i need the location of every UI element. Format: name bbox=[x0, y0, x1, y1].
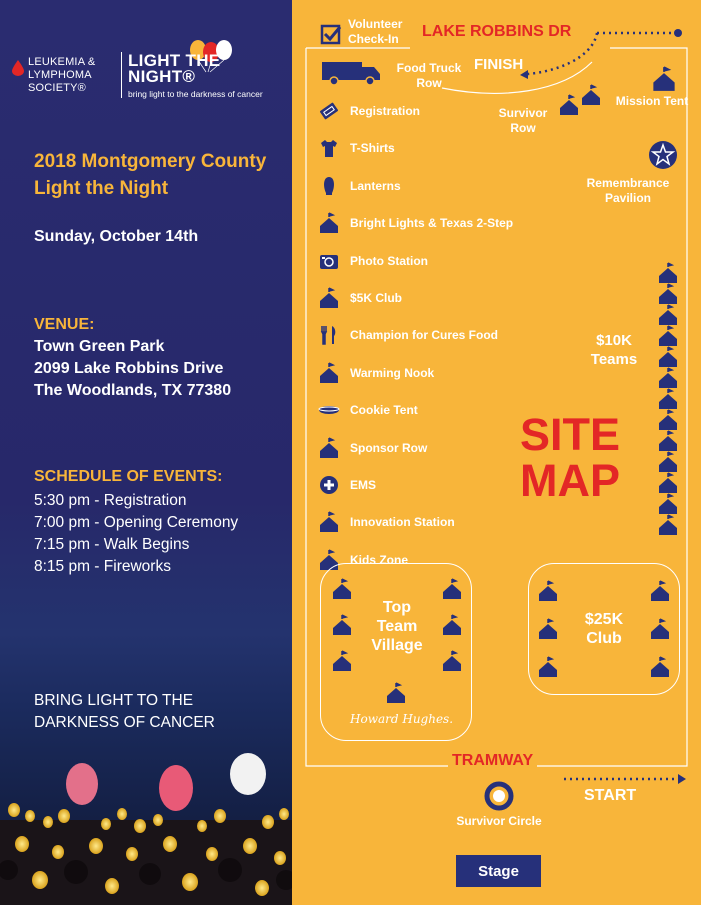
legend-item-label: Registration bbox=[350, 104, 421, 118]
tent-icon bbox=[318, 362, 340, 384]
legend-item bbox=[318, 324, 498, 346]
lantern-icon bbox=[318, 175, 340, 197]
legend-item-label: Innovation Station bbox=[350, 515, 455, 530]
tent-icon bbox=[652, 66, 676, 92]
tent-icon bbox=[318, 287, 340, 309]
tent-icon bbox=[658, 451, 678, 473]
program-name: LIGHT THE NIGHT® bbox=[128, 51, 221, 86]
tramway-label: TRAMWAY bbox=[448, 752, 537, 770]
medical-cross-icon bbox=[318, 474, 340, 496]
tent-icon bbox=[332, 614, 352, 636]
tent-icon bbox=[650, 580, 670, 602]
tent-icon bbox=[658, 472, 678, 494]
food-truck-label: Food Truck Row bbox=[396, 61, 462, 90]
survivor-circle-label: Survivor Circle bbox=[456, 814, 542, 828]
legend-item-label: $5K Club bbox=[350, 291, 403, 305]
lls-name: LEUKEMIA & LYMPHOMA SOCIETY® bbox=[28, 56, 96, 94]
venue-street: 2099 Lake Robbins Drive bbox=[34, 360, 224, 377]
tent-icon bbox=[442, 650, 462, 672]
star-icon bbox=[648, 140, 678, 170]
cookie-icon bbox=[318, 399, 340, 421]
tent-icon bbox=[332, 578, 352, 600]
legend-item bbox=[318, 511, 455, 533]
legend-item-label: Photo Station bbox=[350, 253, 428, 268]
tent-icon bbox=[658, 430, 678, 452]
tent-icon bbox=[318, 212, 340, 234]
legend-item-label: Champion for Cures Food bbox=[350, 328, 498, 343]
tent-icon bbox=[658, 262, 678, 284]
legend-item bbox=[318, 212, 513, 234]
tent-icon bbox=[650, 656, 670, 678]
tent-icon bbox=[658, 283, 678, 305]
legend-item-label: Bright Lights & Texas 2-Step bbox=[350, 216, 514, 231]
legend-item bbox=[318, 474, 376, 496]
event-date: Sunday, October 14th bbox=[34, 228, 199, 245]
program-tagline: bring light to the darkness of cancer bbox=[128, 89, 263, 99]
tent-icon bbox=[658, 388, 678, 410]
cause-tagline: BRING LIGHT TO THE DARKNESS OF CANCER bbox=[34, 692, 215, 731]
tent-icon bbox=[538, 618, 558, 640]
club-25k-label: $25K Club bbox=[584, 611, 624, 647]
tent-icon bbox=[658, 409, 678, 431]
mission-tent-label: Mission Tent bbox=[615, 94, 689, 108]
legend-item bbox=[318, 100, 420, 122]
legend-item bbox=[318, 287, 402, 309]
tent-icon bbox=[658, 367, 678, 389]
tent-icon bbox=[332, 650, 352, 672]
tent-icon bbox=[318, 437, 340, 459]
tent-icon bbox=[442, 614, 462, 636]
event-title: 2018 Montgomery County Light the Night bbox=[34, 151, 267, 199]
survivor-row-label: Survivor Row bbox=[498, 106, 548, 135]
tent-icon bbox=[538, 580, 558, 602]
legend-item bbox=[318, 137, 395, 159]
start-label: START bbox=[584, 787, 637, 804]
legend-item bbox=[318, 362, 434, 384]
ticket-icon bbox=[318, 100, 340, 122]
venue-heading: VENUE: bbox=[34, 316, 95, 333]
tent-icon bbox=[442, 578, 462, 600]
legend-item-label: T-Shirts bbox=[350, 141, 395, 156]
tent-icon bbox=[658, 514, 678, 536]
legend-item bbox=[318, 399, 418, 421]
schedule-item: 7:15 pm - Walk Begins bbox=[34, 536, 190, 553]
lanterns-crowd-photo bbox=[0, 740, 292, 905]
tent-icon bbox=[658, 493, 678, 515]
info-panel bbox=[0, 0, 292, 905]
schedule-heading: SCHEDULE OF EVENTS: bbox=[34, 468, 223, 485]
sponsor-logo: Howard Hughes. bbox=[350, 712, 454, 726]
venue-name: Town Green Park bbox=[34, 338, 165, 355]
tent-icon bbox=[650, 618, 670, 640]
legend-item-label: EMS bbox=[350, 478, 377, 492]
tshirt-icon bbox=[318, 137, 340, 159]
legend-item-label: Lanterns bbox=[350, 178, 401, 193]
camera-icon bbox=[318, 250, 340, 272]
legend-item-label: Sponsor Row bbox=[350, 440, 428, 455]
stage: Stage bbox=[456, 855, 541, 887]
schedule-item: 8:15 pm - Fireworks bbox=[34, 558, 171, 575]
tent-icon bbox=[658, 304, 678, 326]
schedule-item: 5:30 pm - Registration bbox=[34, 492, 187, 509]
tent-icon bbox=[658, 346, 678, 368]
schedule-item: 7:00 pm - Opening Ceremony bbox=[34, 514, 239, 531]
site-map bbox=[292, 0, 701, 905]
legend-item-label: Warming Nook bbox=[350, 365, 435, 380]
volunteer-label: Volunteer Check-In bbox=[348, 17, 403, 46]
check-box-icon bbox=[320, 24, 342, 46]
street-name: LAKE ROBBINS DR bbox=[422, 23, 572, 40]
tent-icon bbox=[559, 94, 579, 116]
legend-item-label: Kids Zone bbox=[350, 552, 409, 567]
tent-icon bbox=[538, 656, 558, 678]
food-truck-icon bbox=[320, 58, 384, 86]
venue-city: The Woodlands, TX 77380 bbox=[34, 382, 232, 399]
legend-item bbox=[318, 175, 401, 197]
tent-icon bbox=[318, 511, 340, 533]
tent-icon bbox=[581, 84, 601, 106]
top-team-village-label: Top Team Village bbox=[371, 599, 423, 654]
legend-item bbox=[318, 250, 428, 272]
site-map-title: SITE MAP bbox=[519, 409, 621, 506]
utensils-icon bbox=[318, 324, 340, 346]
blood-drop-icon bbox=[12, 60, 24, 76]
logo-divider bbox=[121, 52, 122, 98]
legend-item bbox=[318, 437, 427, 459]
legend-item-label: Cookie Tent bbox=[350, 403, 418, 418]
remembrance-label: Remembrance Pavilion bbox=[586, 176, 670, 205]
finish-label: FINISH bbox=[474, 56, 524, 73]
tent-icon bbox=[386, 682, 406, 704]
tent-icon bbox=[658, 325, 678, 347]
teams-10k-label: $10K Teams bbox=[590, 332, 638, 368]
